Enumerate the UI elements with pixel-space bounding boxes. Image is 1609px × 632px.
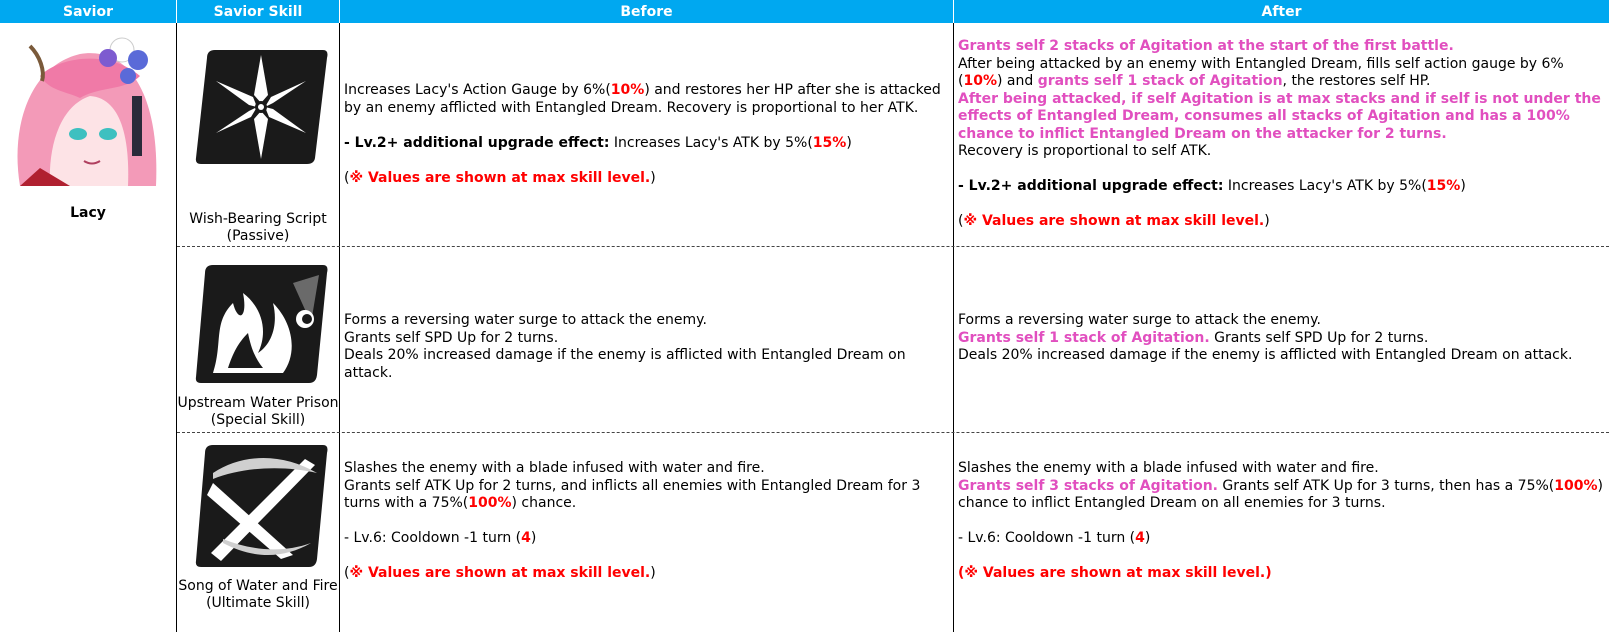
effect-text: Increases Lacy's Action Gauge by 6%(10%) and restores her HP after she is attacked by an enemy afflicted with Entangled Dream. Recovery is proportional to her ATK. — [344, 82, 941, 116]
cooldown-text: - Lv.6: Cooldown -1 turn (4) — [958, 530, 1151, 546]
skill-name: Upstream Water Prison — [177, 395, 339, 411]
cooldown-text: - Lv.6: Cooldown -1 turn (4) — [344, 530, 537, 546]
effect-text: Deals 20% increased damage if the enemy is afflicted with Entangled Dream on attack. — [344, 347, 906, 381]
crossed-blades-icon — [193, 443, 329, 569]
header-before: Before — [340, 0, 953, 23]
after-cell-passive — [954, 24, 1609, 246]
skill-cell-ultimate — [177, 433, 339, 632]
effect-text: Slashes the enemy with a blade infused with water and fire. — [344, 460, 765, 476]
skill-name: Song of Water and Fire — [178, 578, 338, 594]
max-level-note: (※ Values are shown at max skill level.) — [958, 213, 1270, 229]
water-flame-icon — [193, 263, 329, 385]
effect-text: Recovery is proportional to self ATK. — [958, 143, 1212, 159]
effect-text: Grants self ATK Up for 2 turns, and inflicts all enemies with Entangled Dream for 3 turns with a 75%(100%) chance. — [344, 477, 921, 511]
skill-name: Wish-Bearing Script — [189, 211, 327, 227]
max-level-note: (※ Values are shown at max skill level.) — [344, 169, 656, 186]
star-burst-icon — [193, 46, 329, 168]
new-effect-text: After being attacked, if self Agitation is at max stacks and if self is not under the effects of Entangled Dream, consumes all stacks of Agitation and has a 100% chance to inflict Entangled Dream on the attacker for 2 turns. — [958, 90, 1601, 142]
skill-type: (Special Skill) — [210, 412, 306, 428]
savior-name: Lacy — [70, 205, 106, 221]
before-cell-passive — [340, 24, 953, 246]
max-level-note: (※ Values are shown at max skill level.) — [958, 565, 1272, 581]
header-savior-skill: Savior Skill — [177, 0, 339, 23]
after-cell-special — [954, 247, 1609, 432]
upgrade-effect: - Lv.2+ additional upgrade effect: Increases Lacy's ATK by 5%(15%) — [958, 178, 1466, 194]
skill-type: (Ultimate Skill) — [206, 595, 310, 611]
before-cell-special — [340, 247, 953, 432]
before-cell-ultimate — [340, 433, 953, 632]
skill-type: (Passive) — [226, 228, 290, 244]
header-after: After — [954, 0, 1609, 23]
skill-cell-special — [177, 247, 339, 432]
effect-text: Grants self SPD Up for 2 turns. — [344, 329, 559, 346]
effect-text: Deals 20% increased damage if the enemy is afflicted with Entangled Dream on attack. — [958, 347, 1573, 363]
upgrade-effect: - Lv.2+ additional upgrade effect: Increases Lacy's ATK by 5%(15%) — [344, 134, 852, 151]
max-level-note: (※ Values are shown at max skill level.) — [344, 565, 656, 581]
effect-text: After being attacked by an enemy with Entangled Dream, fills self action gauge by 6%(10%) and grants self 1 stack of Agitation, the restores self HP. — [958, 55, 1564, 89]
lacy-portrait — [10, 36, 166, 192]
new-effect-text: Grants self 2 stacks of Agitation at the start of the first battle. — [958, 38, 1454, 54]
effect-text: Grants self 1 stack of Agitation. Grants self SPD Up for 2 turns. — [958, 329, 1429, 346]
effect-text: Slashes the enemy with a blade infused with water and fire. — [958, 460, 1379, 476]
after-cell-ultimate — [954, 433, 1609, 632]
skill-cell-passive — [177, 24, 339, 246]
effect-text: Grants self 3 stacks of Agitation. Grants self ATK Up for 3 turns, then has a 75%(100%) chance to inflict Entangled Dream on all enemies for 3 turns. — [958, 477, 1603, 511]
effect-text: Forms a reversing water surge to attack the enemy. — [958, 312, 1321, 328]
effect-text: Forms a reversing water surge to attack the enemy. — [344, 312, 707, 328]
header-savior: Savior — [0, 0, 176, 23]
